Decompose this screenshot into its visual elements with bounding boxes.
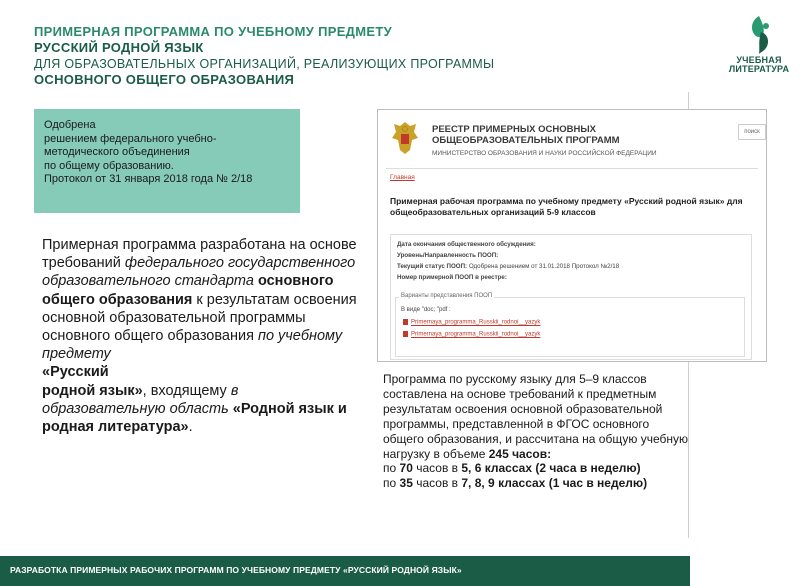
hours-line: программы, представленной в ФГОС основного: [383, 416, 650, 431]
registry-divider: [386, 168, 758, 169]
hours-grades: 5, 6 классах (2 часа в неделю): [461, 461, 641, 476]
field-label: Уровень/Направленность ПООП:: [397, 252, 499, 259]
registry-title: [432, 124, 620, 146]
registry-title-line-2: ОБЩЕОБРАЗОВАТЕЛЬНЫХ ПРОГРАММ: [432, 135, 620, 146]
main-text-part: Примерная программа разработана на основе требований: [42, 237, 357, 272]
hours-line: общего образования, и рассчитана на общую учебную: [383, 431, 688, 446]
hours-line: составлена на основе требований к предметным: [383, 386, 657, 401]
publisher-logo: [728, 12, 790, 82]
program-heading: Примерная рабочая программа по учебному предмету «Русский родной язык» для общеобразовательных организаций 5-9 классов: [390, 196, 743, 217]
page-header: [34, 24, 694, 88]
detail-field: [397, 263, 619, 271]
registry-subtitle: МИНИСТЕРСТВО ОБРАЗОВАНИЯ И НАУКИ РОССИЙСКОЙ ФЕДЕРАЦИИ: [432, 150, 657, 157]
footer-bar: [0, 556, 690, 586]
header-line-3: ДЛЯ ОБРАЗОВАТЕЛЬНЫХ ОРГАНИЗАЦИЙ, РЕАЛИЗУЮЩИХ ПРОГРАММЫ: [34, 57, 495, 71]
variants-fieldset: [395, 297, 745, 357]
variants-label: Варианты представления ПООП: [401, 293, 493, 299]
registry-title-line-1: РЕЕСТР ПРИМЕРНЫХ ОСНОВНЫХ: [432, 124, 596, 135]
approval-line: решением федерального учебно-: [44, 132, 217, 145]
main-text-italic: в образовательную область: [42, 382, 239, 417]
hours-count: 70: [399, 461, 413, 476]
approval-box: [34, 109, 300, 213]
registry-screenshot: [377, 109, 767, 362]
main-text-italic: федерального государственного образовательного стандарта: [42, 255, 356, 290]
approval-line: Одобрена: [44, 119, 96, 131]
file-name: Primernaya_programma_Russkii_rodnoi__yazyk: [411, 319, 541, 326]
format-label: В виде "doc; "pdf :: [401, 307, 451, 313]
main-text-bold: родной язык»: [42, 382, 143, 399]
file-link-pdf[interactable]: [403, 331, 540, 338]
main-text-bold: «Родной язык и родная литература»: [42, 400, 347, 436]
registry-header: [378, 110, 766, 170]
main-text-part: к результатам освоения основной образовательной программы основного общего образования: [42, 291, 357, 345]
header-line-1: ПРИМЕРНАЯ ПРОГРАММА ПО УЧЕБНОМУ ПРЕДМЕТУ: [34, 24, 392, 39]
hours-line: [383, 476, 723, 491]
main-description: [42, 236, 360, 436]
logo-line-2: ЛИТЕРАТУРА: [728, 64, 790, 74]
main-text-bold: «Русский: [42, 364, 109, 381]
footer-text: РАЗРАБОТКА ПРИМЕРНЫХ РАБОЧИХ ПРОГРАММ ПО УЧЕБНОМУ ПРЕДМЕТУ «РУССКИЙ РОДНОЙ ЯЗЫК»: [10, 565, 462, 575]
approval-line: по общему образованию.: [44, 159, 174, 172]
header-line-2: РУССКИЙ РОДНОЙ ЯЗЫК: [34, 40, 204, 55]
main-text-bold: основного общего образования: [42, 273, 334, 308]
hours-description: [383, 372, 723, 491]
file-name: Primernaya_programma_Russkii_rodnoi__yazyk: [411, 331, 541, 338]
hours-line: Программа по русскому языку для 5–9 классов: [383, 372, 647, 386]
field-value: Одобрена решением от 31.01.2018 Протокол №2/18: [467, 263, 620, 270]
leaf-logo-icon: [728, 12, 790, 56]
document-icon: [403, 319, 408, 325]
main-text-part: .: [188, 419, 193, 436]
hours-count: 35: [399, 476, 413, 491]
detail-field: [397, 241, 536, 249]
hours-total: 245 часов:: [488, 446, 552, 461]
main-text-italic: по учебному предмету: [42, 328, 343, 363]
approval-line: Протокол от 31 января 2018 года № 2/18: [44, 173, 253, 185]
field-label: Дата окончания общественного обсуждения:: [397, 241, 536, 248]
hours-text: по: [383, 476, 400, 491]
hours-grades: 7, 8, 9 классах (1 час в неделю): [461, 476, 648, 491]
approval-line: методического объединения: [44, 146, 190, 158]
field-label: Текущий статус ПООП:: [397, 263, 468, 270]
header-line-4: ОСНОВНОГО ОБЩЕГО ОБРАЗОВАНИЯ: [34, 72, 295, 87]
hours-text: по: [383, 461, 400, 476]
pdf-icon: [403, 331, 408, 337]
field-label: Номер примерной ПООП в реестре:: [397, 274, 507, 281]
program-details-box: [390, 234, 752, 360]
detail-field: [397, 252, 498, 260]
file-link-doc[interactable]: [403, 319, 540, 326]
hours-text: часов в: [412, 476, 462, 491]
hours-line: результатам освоения основной образовательной: [383, 401, 663, 416]
hours-line: [383, 461, 723, 476]
logo-text: [728, 56, 790, 74]
hours-line: [383, 447, 723, 462]
hours-text: нагрузку в объеме: [383, 446, 489, 461]
logo-line-1: УЧЕБНАЯ: [736, 55, 782, 65]
search-button[interactable]: поиск: [738, 124, 766, 140]
main-text-part: , входящему: [142, 382, 231, 399]
home-link[interactable]: Главная: [390, 174, 415, 181]
detail-field: [397, 274, 507, 282]
hours-text: часов в: [412, 461, 462, 476]
coat-of-arms-icon: [390, 120, 420, 156]
